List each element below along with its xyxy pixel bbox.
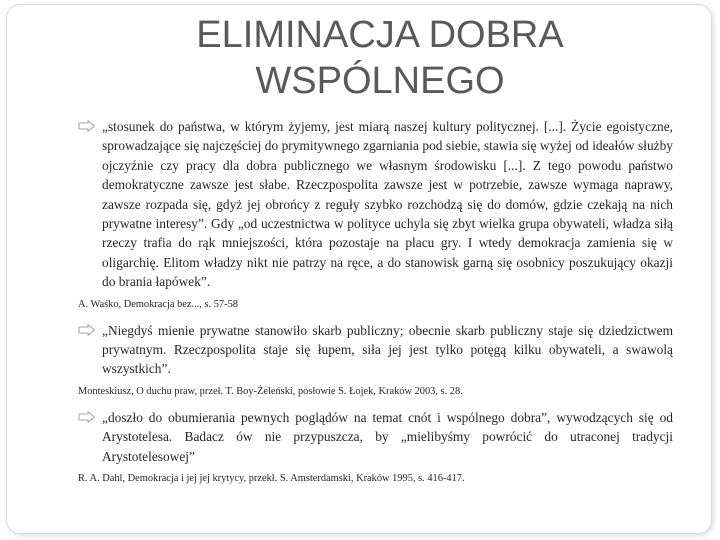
quote-bullet xyxy=(78,321,673,379)
quote-source: Monteskiusz, O duchu praw, przeł. T. Boy-Żeleński, posłowie S. Łojek, Kraków 2003, s. 28. xyxy=(78,385,463,397)
outlined-arrow-bullet-icon xyxy=(78,411,96,423)
quote-source: R. A. Dahl, Demokracja i jej jej krytycy, przekł. S. Amsterdamski, Kraków 1995, s. 416-417. xyxy=(78,473,465,485)
quote-text: „stosunek do państwa, w którym żyjemy, jest miarą naszej kultury politycznej. [...]. Życie egoistyczne, sprowadzające się najczęściej do prymitywnego zgarniania pod siebie, stawia się wyżej od ideałów służby ojczyźnie czy pracy dla dobra publicznego we własnym środowisku [...]. Z tego powodu państwo demokratyczne zawsze jest słabe. Rzeczpospolita zawsze jest w potrzebie, zawsze wymaga naprawy, zawsze rozpada się, gdyż jej obrońcy z reguły szybko rozchodzą się do domów, gdzie czekają na nich prywatne interesy”. Gdy „od uczestnictwa w polityce uchyla się zbyt wielka grupa obywateli, władza siłą rzeczy trafia do rąk mniejszości, która pozostaje na placu gry. I wtedy demokracja zamienia się w oligarchię. Elitom władzy nikt nie patrzy na ręce, a do stanowisk garną się osobnicy poszukujący okazji do brania łapówek”. xyxy=(102,119,673,290)
title-line-2: WSPÓLNEGO xyxy=(255,60,505,102)
outlined-arrow-bullet-icon xyxy=(78,324,96,336)
outlined-arrow-bullet-icon xyxy=(78,120,96,132)
quote-source: A. Waśko, Demokracja bez..., s. 57-58 xyxy=(78,298,238,310)
quote-text: „doszło do obumierania pewnych poglądów na temat cnót i wspólnego dobra”, wywodzących się od Arystotelesa. Badacz ów nie przypuszcza, by „mielibyśmy powrócić do utraconej tradycji Arystotelesowej” xyxy=(102,409,673,464)
slide-content xyxy=(78,117,673,495)
quote-bullet xyxy=(78,117,673,292)
quote-text: „Niegdyś mienie prywatne stanowiło skarb publiczny; obecnie skarb publiczny staje się dziedzictwem prywatnym. Rzeczpospolita staje się łupem, siła jej jest tylko potęgą kilku obywateli, a swawolą wszystkich”. xyxy=(102,322,673,377)
slide-title xyxy=(0,12,720,104)
title-line-1: ELIMINACJA DOBRA xyxy=(196,14,564,56)
quote-bullet xyxy=(78,408,673,466)
